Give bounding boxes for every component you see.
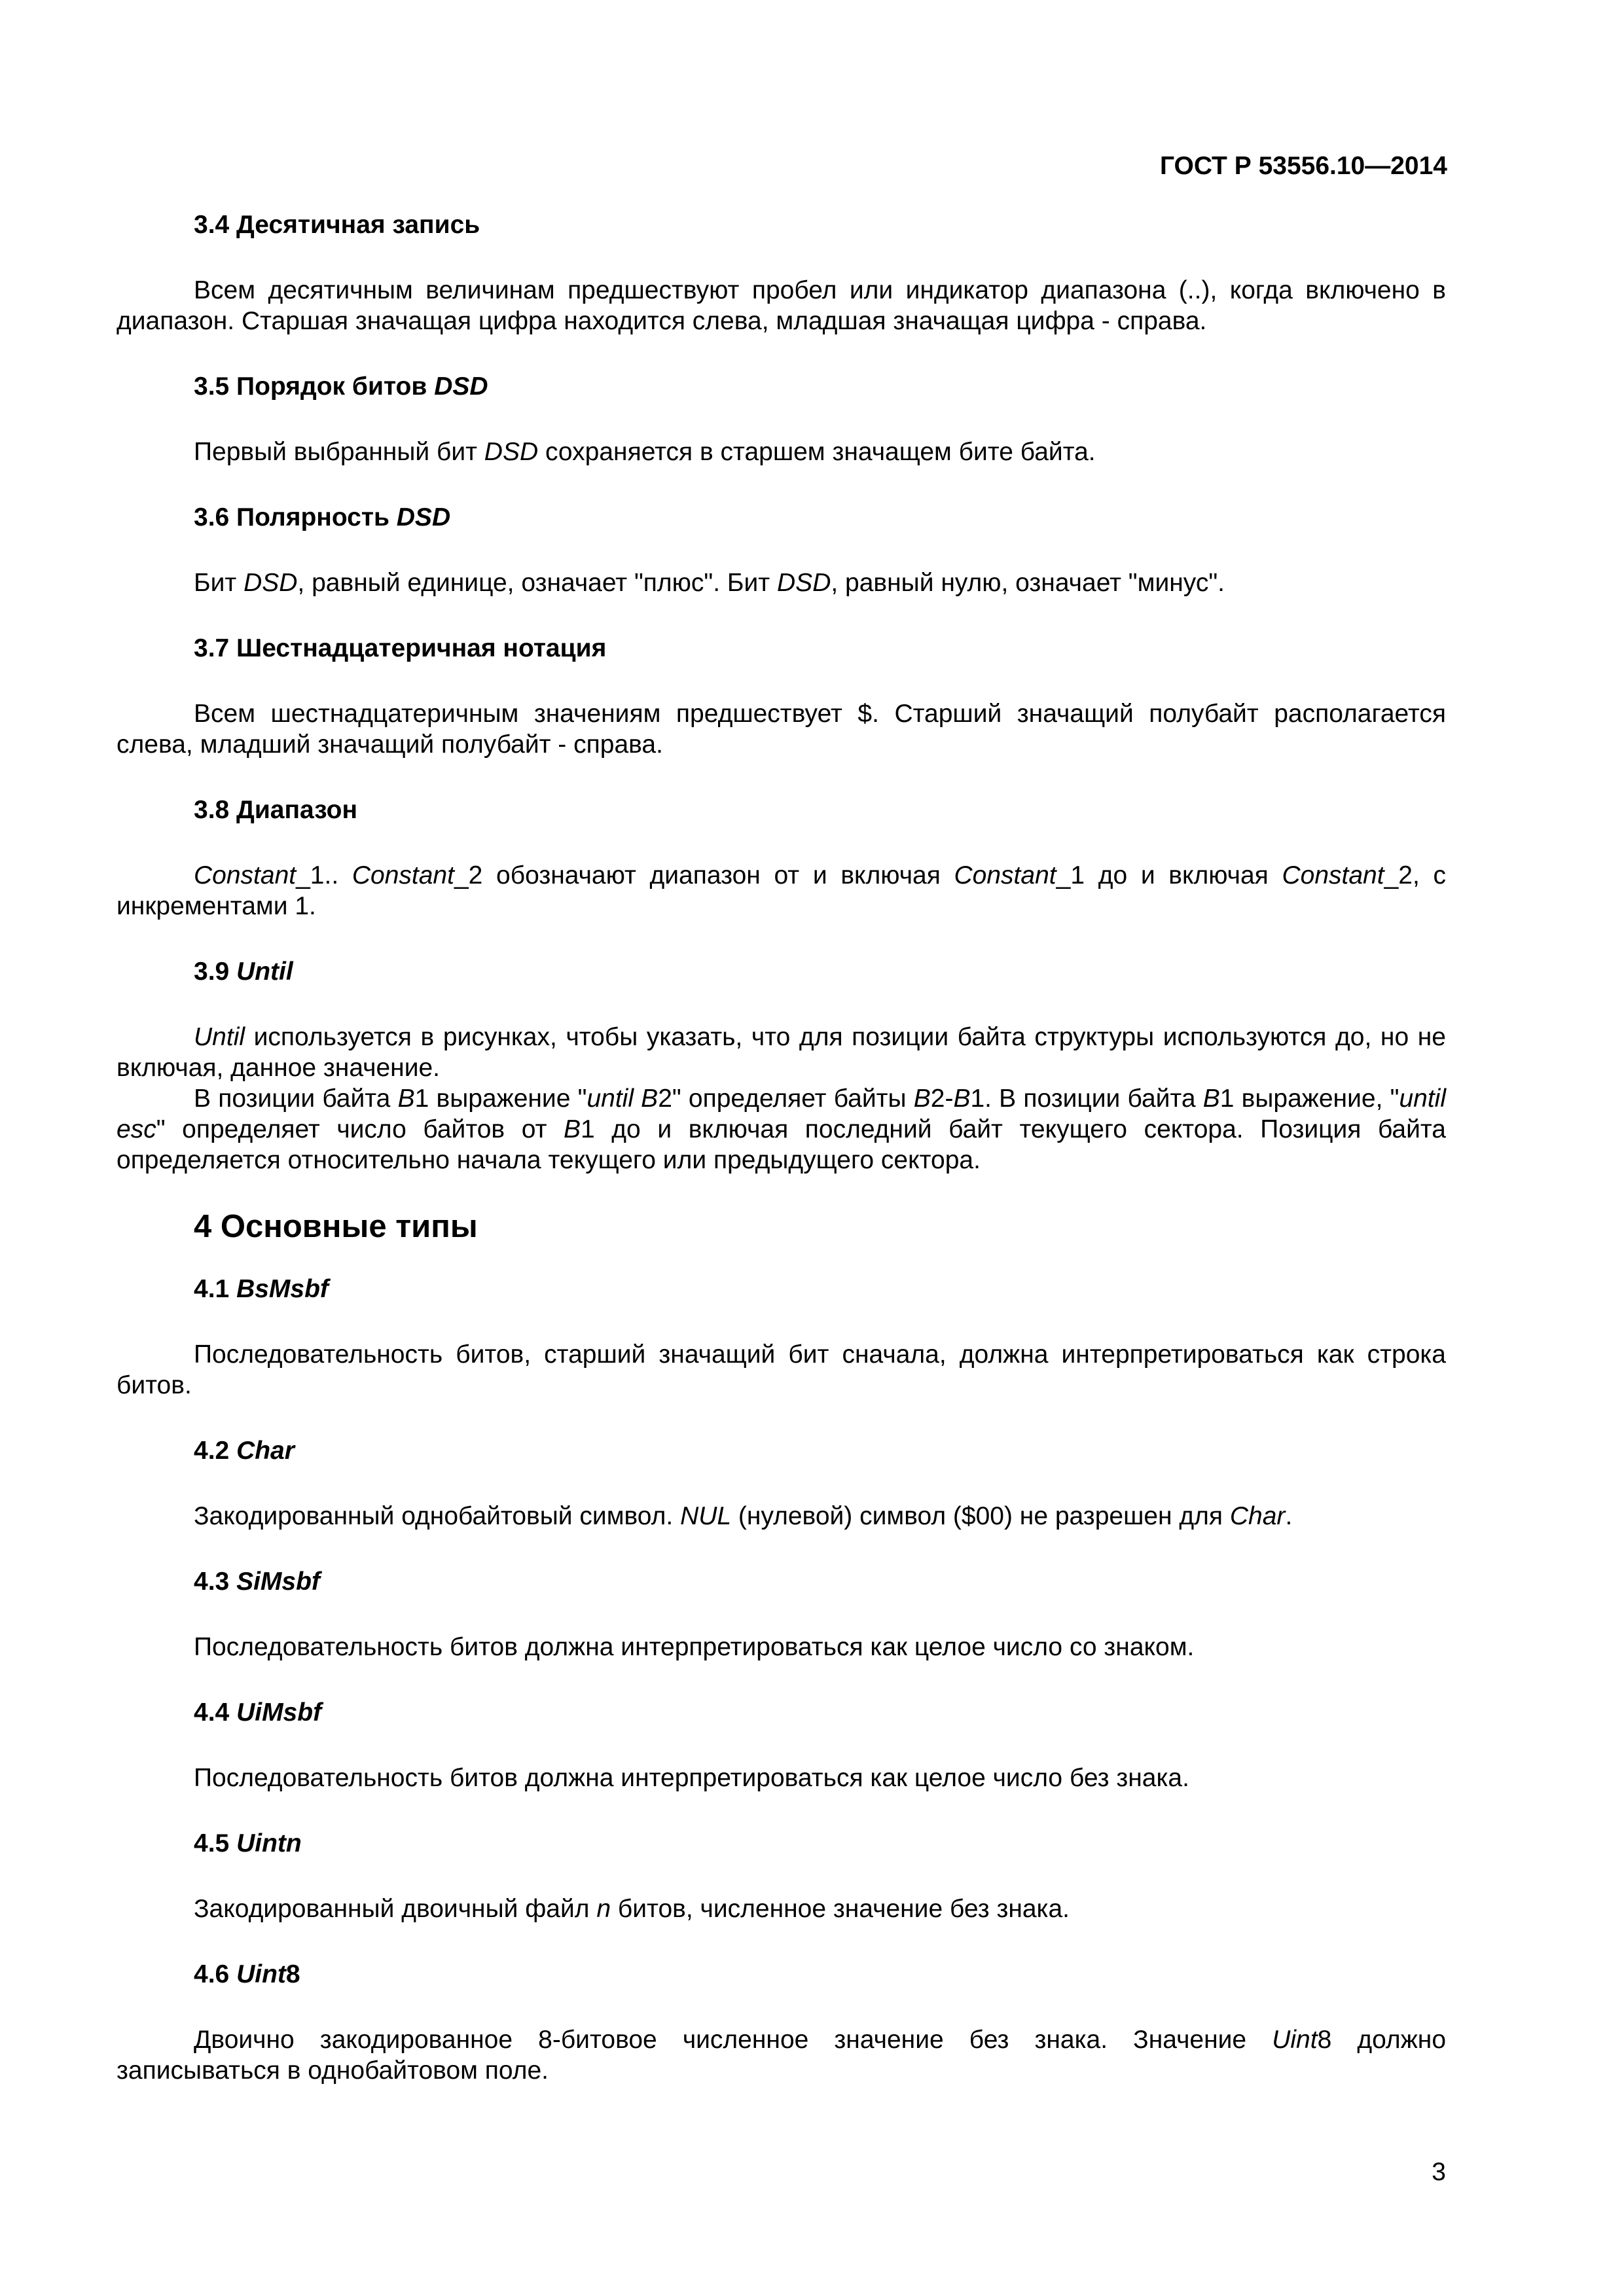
- paragraph-3-6: [117, 567, 1446, 598]
- heading-3-4: 3.4 Десятичная запись: [194, 211, 480, 239]
- heading-3-7: 3.7 Шестнадцатеричная нотация: [194, 634, 607, 662]
- term-run: B: [397, 1085, 415, 1113]
- paragraph-4-1: Последовательность битов, старший значащий бит сначала, должна интерпретироваться как строка битов.: [117, 1340, 1446, 1399]
- heading-3-6-term: DSD: [396, 503, 451, 531]
- text-run: 2" определяет байты: [658, 1085, 914, 1113]
- text-run: Двоично закодированное 8-битовое численное значение без знака. Значение: [194, 2026, 1272, 2054]
- text-run: " определяет число байтов от: [156, 1115, 564, 1143]
- heading-3-9-term: Until: [236, 958, 293, 986]
- heading-3-8: 3.8 Диапазон: [194, 796, 358, 824]
- term-run: B: [953, 1085, 971, 1113]
- term-run: Constant: [954, 861, 1056, 889]
- heading-4-3-text: 4.3: [194, 1568, 237, 1596]
- text-run: Закодированный двоичный файл: [194, 1895, 597, 1923]
- page-content: [117, 209, 1446, 2121]
- text-run: .: [1285, 1502, 1293, 1530]
- term-run: Constant: [1282, 861, 1384, 889]
- heading-4-5-text: 4.5: [194, 1829, 237, 1857]
- term-run: Uint: [1272, 2026, 1318, 2054]
- heading-4-4-term: UiMsbf: [236, 1698, 322, 1727]
- term-run: B: [913, 1085, 931, 1113]
- heading-4-3: [117, 1566, 1446, 1597]
- text-run: 8 должно записываться в однобайтовом поле.: [117, 2026, 1447, 2085]
- text-run: , равный единице, означает "плюс". Бит: [297, 569, 778, 597]
- heading-4-3-term: SiMsbf: [236, 1568, 320, 1596]
- text-run: используется в рисунках, чтобы указать, что для позиции байта структуры используются до, но не включая, данное значение.: [117, 1023, 1446, 1082]
- heading-4-5-term: Uintn: [236, 1829, 302, 1857]
- text-run: Первый выбранный бит: [194, 438, 484, 466]
- heading-4-2: [117, 1435, 1446, 1466]
- heading-4-6-text: 4.6: [194, 1960, 237, 1988]
- paragraph-3-4: Всем десятичным величинам предшествуют пробел или индикатор диапазона (..), когда включено в диапазон. Старшая значащая цифра находится слева, младшая значащая цифра - справа.: [117, 276, 1446, 335]
- term-run: B: [564, 1115, 581, 1143]
- heading-4-6-term: Uint: [236, 1960, 286, 1988]
- paragraph-4-3: Последовательность битов должна интерпретироваться как целое число со знаком.: [194, 1633, 1195, 1661]
- term-run: DSD: [244, 569, 298, 597]
- term-run: Until: [194, 1023, 245, 1051]
- paragraph-4-6: [117, 2024, 1446, 2086]
- paragraph-3-9-b: [117, 1083, 1446, 1175]
- heading-3-9: [117, 956, 1446, 987]
- term-run: until esc: [117, 1085, 1446, 1143]
- term-run: until B: [586, 1085, 659, 1113]
- heading-4-2-text: 4.2: [194, 1437, 237, 1465]
- text-run: 2-: [930, 1085, 954, 1113]
- term-run: n: [596, 1895, 611, 1923]
- text-run: _2, с инкрементами 1.: [117, 861, 1446, 920]
- heading-4-1: [117, 1274, 1446, 1304]
- heading-4-6: [117, 1959, 1446, 1990]
- heading-4-5: [117, 1828, 1446, 1859]
- paragraph-3-7: Всем шестнадцатеричным значениям предшествует $. Старший значащий полубайт располагается слева, младший значащий полубайт - справа.: [117, 700, 1446, 759]
- text-run: сохраняется в старшем значащем бите байта.: [538, 438, 1096, 466]
- text-run: 1. В позиции байта: [970, 1085, 1203, 1113]
- heading-3-5: [117, 371, 1446, 402]
- text-run: , равный нулю, означает "минус".: [831, 569, 1225, 597]
- heading-4: 4 Основные типы: [194, 1209, 478, 1244]
- paragraph-3-5: [117, 437, 1446, 467]
- text-run: 1 до и включая последний байт текущего сектора. Позиция байта определяется относительно начала текущего или предыдущего сектора.: [117, 1115, 1446, 1174]
- heading-4-4-text: 4.4: [194, 1698, 237, 1727]
- document-code: ГОСТ Р 53556.10—2014: [1159, 152, 1447, 180]
- heading-4-2-term: Char: [236, 1437, 295, 1465]
- paragraph-4-4: Последовательность битов должна интерпретироваться как целое число без знака.: [194, 1764, 1189, 1792]
- text-run: Бит: [194, 569, 244, 597]
- text-run: 1 выражение, ": [1219, 1085, 1399, 1113]
- text-run: _1..: [296, 861, 352, 889]
- paragraph-3-9-a: [117, 1022, 1446, 1083]
- text-run: _1 до и включая: [1056, 861, 1282, 889]
- term-run: DSD: [777, 569, 831, 597]
- heading-4-1-text: 4.1: [194, 1275, 237, 1303]
- heading-3-5-term: DSD: [434, 372, 488, 401]
- page-number: 3: [1432, 2158, 1446, 2186]
- heading-4-1-term: BsMsbf: [236, 1275, 329, 1303]
- term-run: Char: [1229, 1502, 1286, 1530]
- paragraph-4-2: [117, 1501, 1446, 1532]
- term-run: Constant: [194, 861, 297, 889]
- text-run: битов, численное значение без знака.: [611, 1895, 1070, 1923]
- text-run: 1 выражение ": [414, 1085, 587, 1113]
- heading-4-6-suffix: 8: [285, 1960, 300, 1988]
- term-run: DSD: [484, 438, 539, 466]
- text-run: _2 обозначают диапазон от и включая: [454, 861, 954, 889]
- term-run: NUL: [680, 1502, 732, 1530]
- heading-3-6-text: 3.6 Полярность: [194, 503, 397, 531]
- paragraph-4-5: [117, 1893, 1446, 1924]
- term-run: B: [1202, 1085, 1220, 1113]
- heading-4-4: [117, 1697, 1446, 1728]
- text-run: В позиции байта: [194, 1085, 398, 1113]
- heading-3-9-text: 3.9: [194, 958, 237, 986]
- text-run: Закодированный однобайтовый символ.: [194, 1502, 681, 1530]
- heading-3-6: [117, 502, 1446, 533]
- paragraph-3-8: [117, 860, 1446, 922]
- term-run: Constant: [352, 861, 454, 889]
- heading-3-5-text: 3.5 Порядок битов: [194, 372, 435, 401]
- text-run: (нулевой) символ ($00) не разрешен для: [731, 1502, 1230, 1530]
